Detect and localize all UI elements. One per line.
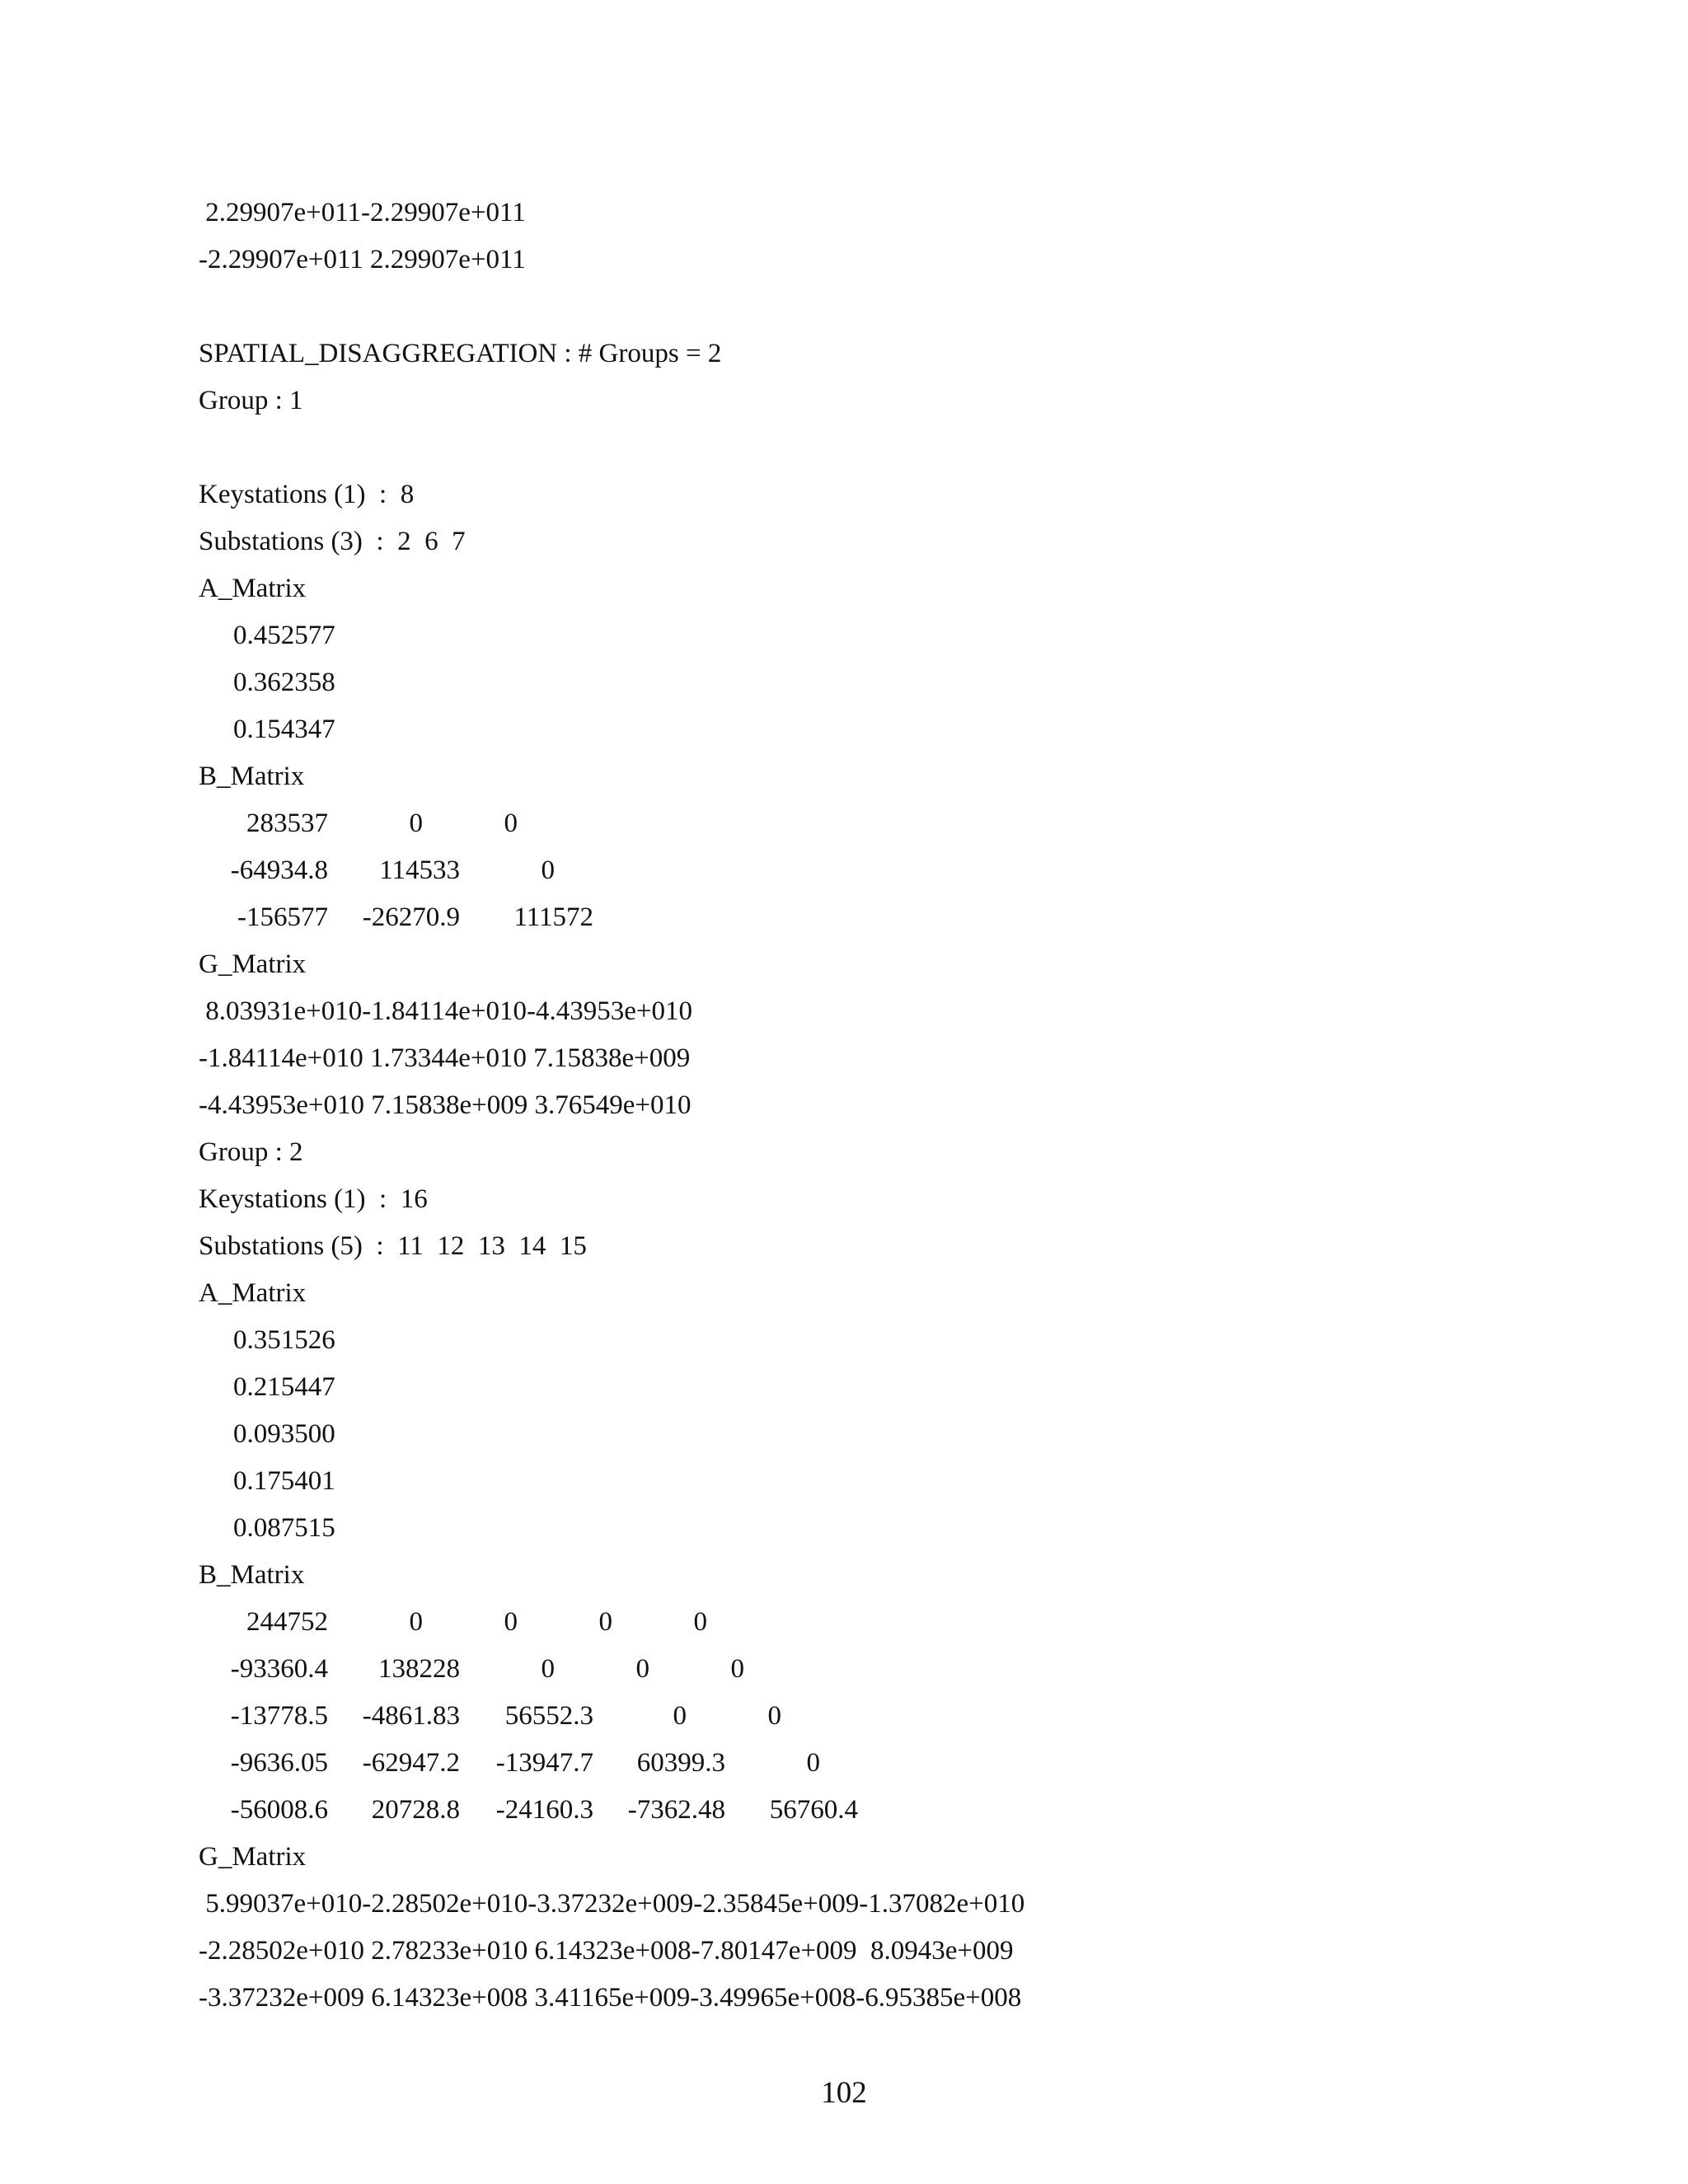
g-matrix-row: -4.43953e+010 7.15838e+009 3.76549e+010 (199, 1090, 692, 1120)
b-matrix-row (0, 854, 1688, 887)
b-matrix-cell: 283537 (246, 808, 328, 838)
b-matrix-row (0, 1746, 1688, 1779)
b-matrix-cell: 56760.4 (769, 1795, 858, 1825)
page-number: 102 (821, 2076, 867, 2110)
b-matrix-cell: 0 (541, 855, 555, 885)
substations-line: Substations (5) : 11 12 13 14 15 (199, 1231, 587, 1261)
g-matrix-row: -3.37232e+009 6.14323e+008 3.41165e+009-3.49965e+008-6.95385e+008 (199, 1983, 1022, 2013)
b-matrix-cell: -13947.7 (495, 1748, 593, 1778)
b-matrix-cell: -93360.4 (230, 1654, 328, 1684)
b-matrix-row (0, 1793, 1688, 1826)
b-matrix-row (0, 1605, 1688, 1638)
b-matrix-cell: 0 (767, 1701, 781, 1731)
b-matrix-cell: -24160.3 (495, 1795, 593, 1825)
b-matrix-cell: -56008.6 (230, 1795, 328, 1825)
matrix-row: 2.29907e+011-2.29907e+011 (199, 198, 526, 227)
b-matrix-cell: -26270.9 (362, 902, 460, 932)
b-matrix-cell: 20728.8 (371, 1795, 460, 1825)
section-header: SPATIAL_DISAGGREGATION : # Groups = 2 (199, 339, 722, 368)
a-matrix-value: 0.087515 (233, 1513, 335, 1543)
b-matrix-label: B_Matrix (199, 762, 305, 791)
b-matrix-cell: 0 (541, 1654, 555, 1684)
a-matrix-label: A_Matrix (199, 574, 307, 603)
matrix-row: -2.29907e+011 2.29907e+011 (199, 245, 526, 274)
a-matrix-value: 0.154347 (233, 715, 335, 744)
b-matrix-cell: 138228 (378, 1654, 460, 1684)
b-matrix-row (0, 901, 1688, 934)
b-matrix-cell: 0 (409, 1607, 423, 1637)
g-matrix-row: 5.99037e+010-2.28502e+010-3.37232e+009-2.35845e+009-1.37082e+010 (199, 1889, 1025, 1919)
b-matrix-cell: 0 (806, 1748, 820, 1778)
b-matrix-cell: 0 (730, 1654, 744, 1684)
a-matrix-value: 0.093500 (233, 1419, 335, 1449)
b-matrix-cell: 0 (693, 1607, 707, 1637)
b-matrix-cell: 0 (409, 808, 423, 838)
b-matrix-cell: -156577 (237, 902, 328, 932)
a-matrix-value: 0.351526 (233, 1325, 335, 1355)
g-matrix-row: 8.03931e+010-1.84114e+010-4.43953e+010 (199, 996, 693, 1026)
keystations-line: Keystations (1) : 8 (199, 480, 415, 509)
g-matrix-row: -2.28502e+010 2.78233e+010 6.14323e+008-7.80147e+009 8.0943e+009 (199, 1936, 1014, 1966)
b-matrix-cell: 0 (598, 1607, 612, 1637)
b-matrix-cell: 60399.3 (636, 1748, 725, 1778)
b-matrix-cell: 0 (504, 1607, 518, 1637)
b-matrix-row (0, 1652, 1688, 1685)
b-matrix-cell: -9636.05 (230, 1748, 328, 1778)
b-matrix-cell: -13778.5 (230, 1701, 328, 1731)
g-matrix-label: G_Matrix (199, 949, 307, 979)
b-matrix-row (0, 807, 1688, 840)
b-matrix-cell: -64934.8 (230, 855, 328, 885)
b-matrix-label: B_Matrix (199, 1560, 305, 1590)
substations-line: Substations (3) : 2 6 7 (199, 527, 466, 556)
a-matrix-label: A_Matrix (199, 1278, 307, 1308)
b-matrix-row (0, 1699, 1688, 1732)
b-matrix-cell: 114533 (379, 855, 460, 885)
g-matrix-label: G_Matrix (199, 1842, 307, 1872)
b-matrix-cell: -4861.83 (362, 1701, 460, 1731)
a-matrix-value: 0.215447 (233, 1372, 335, 1402)
a-matrix-value: 0.175401 (233, 1466, 335, 1496)
b-matrix-cell: 111572 (513, 902, 593, 932)
group-label: Group : 2 (199, 1137, 303, 1167)
b-matrix-cell: 0 (673, 1701, 687, 1731)
keystations-line: Keystations (1) : 16 (199, 1184, 428, 1214)
b-matrix-cell: -7362.48 (627, 1795, 725, 1825)
group-label: Group : 1 (199, 386, 303, 415)
g-matrix-row: -1.84114e+010 1.73344e+010 7.15838e+009 (199, 1043, 691, 1073)
b-matrix-cell: 244752 (246, 1607, 328, 1637)
b-matrix-cell: 56552.3 (504, 1701, 593, 1731)
b-matrix-cell: 0 (635, 1654, 649, 1684)
a-matrix-value: 0.362358 (233, 668, 335, 697)
b-matrix-cell: -62947.2 (362, 1748, 460, 1778)
b-matrix-cell: 0 (504, 808, 518, 838)
a-matrix-value: 0.452577 (233, 621, 335, 650)
